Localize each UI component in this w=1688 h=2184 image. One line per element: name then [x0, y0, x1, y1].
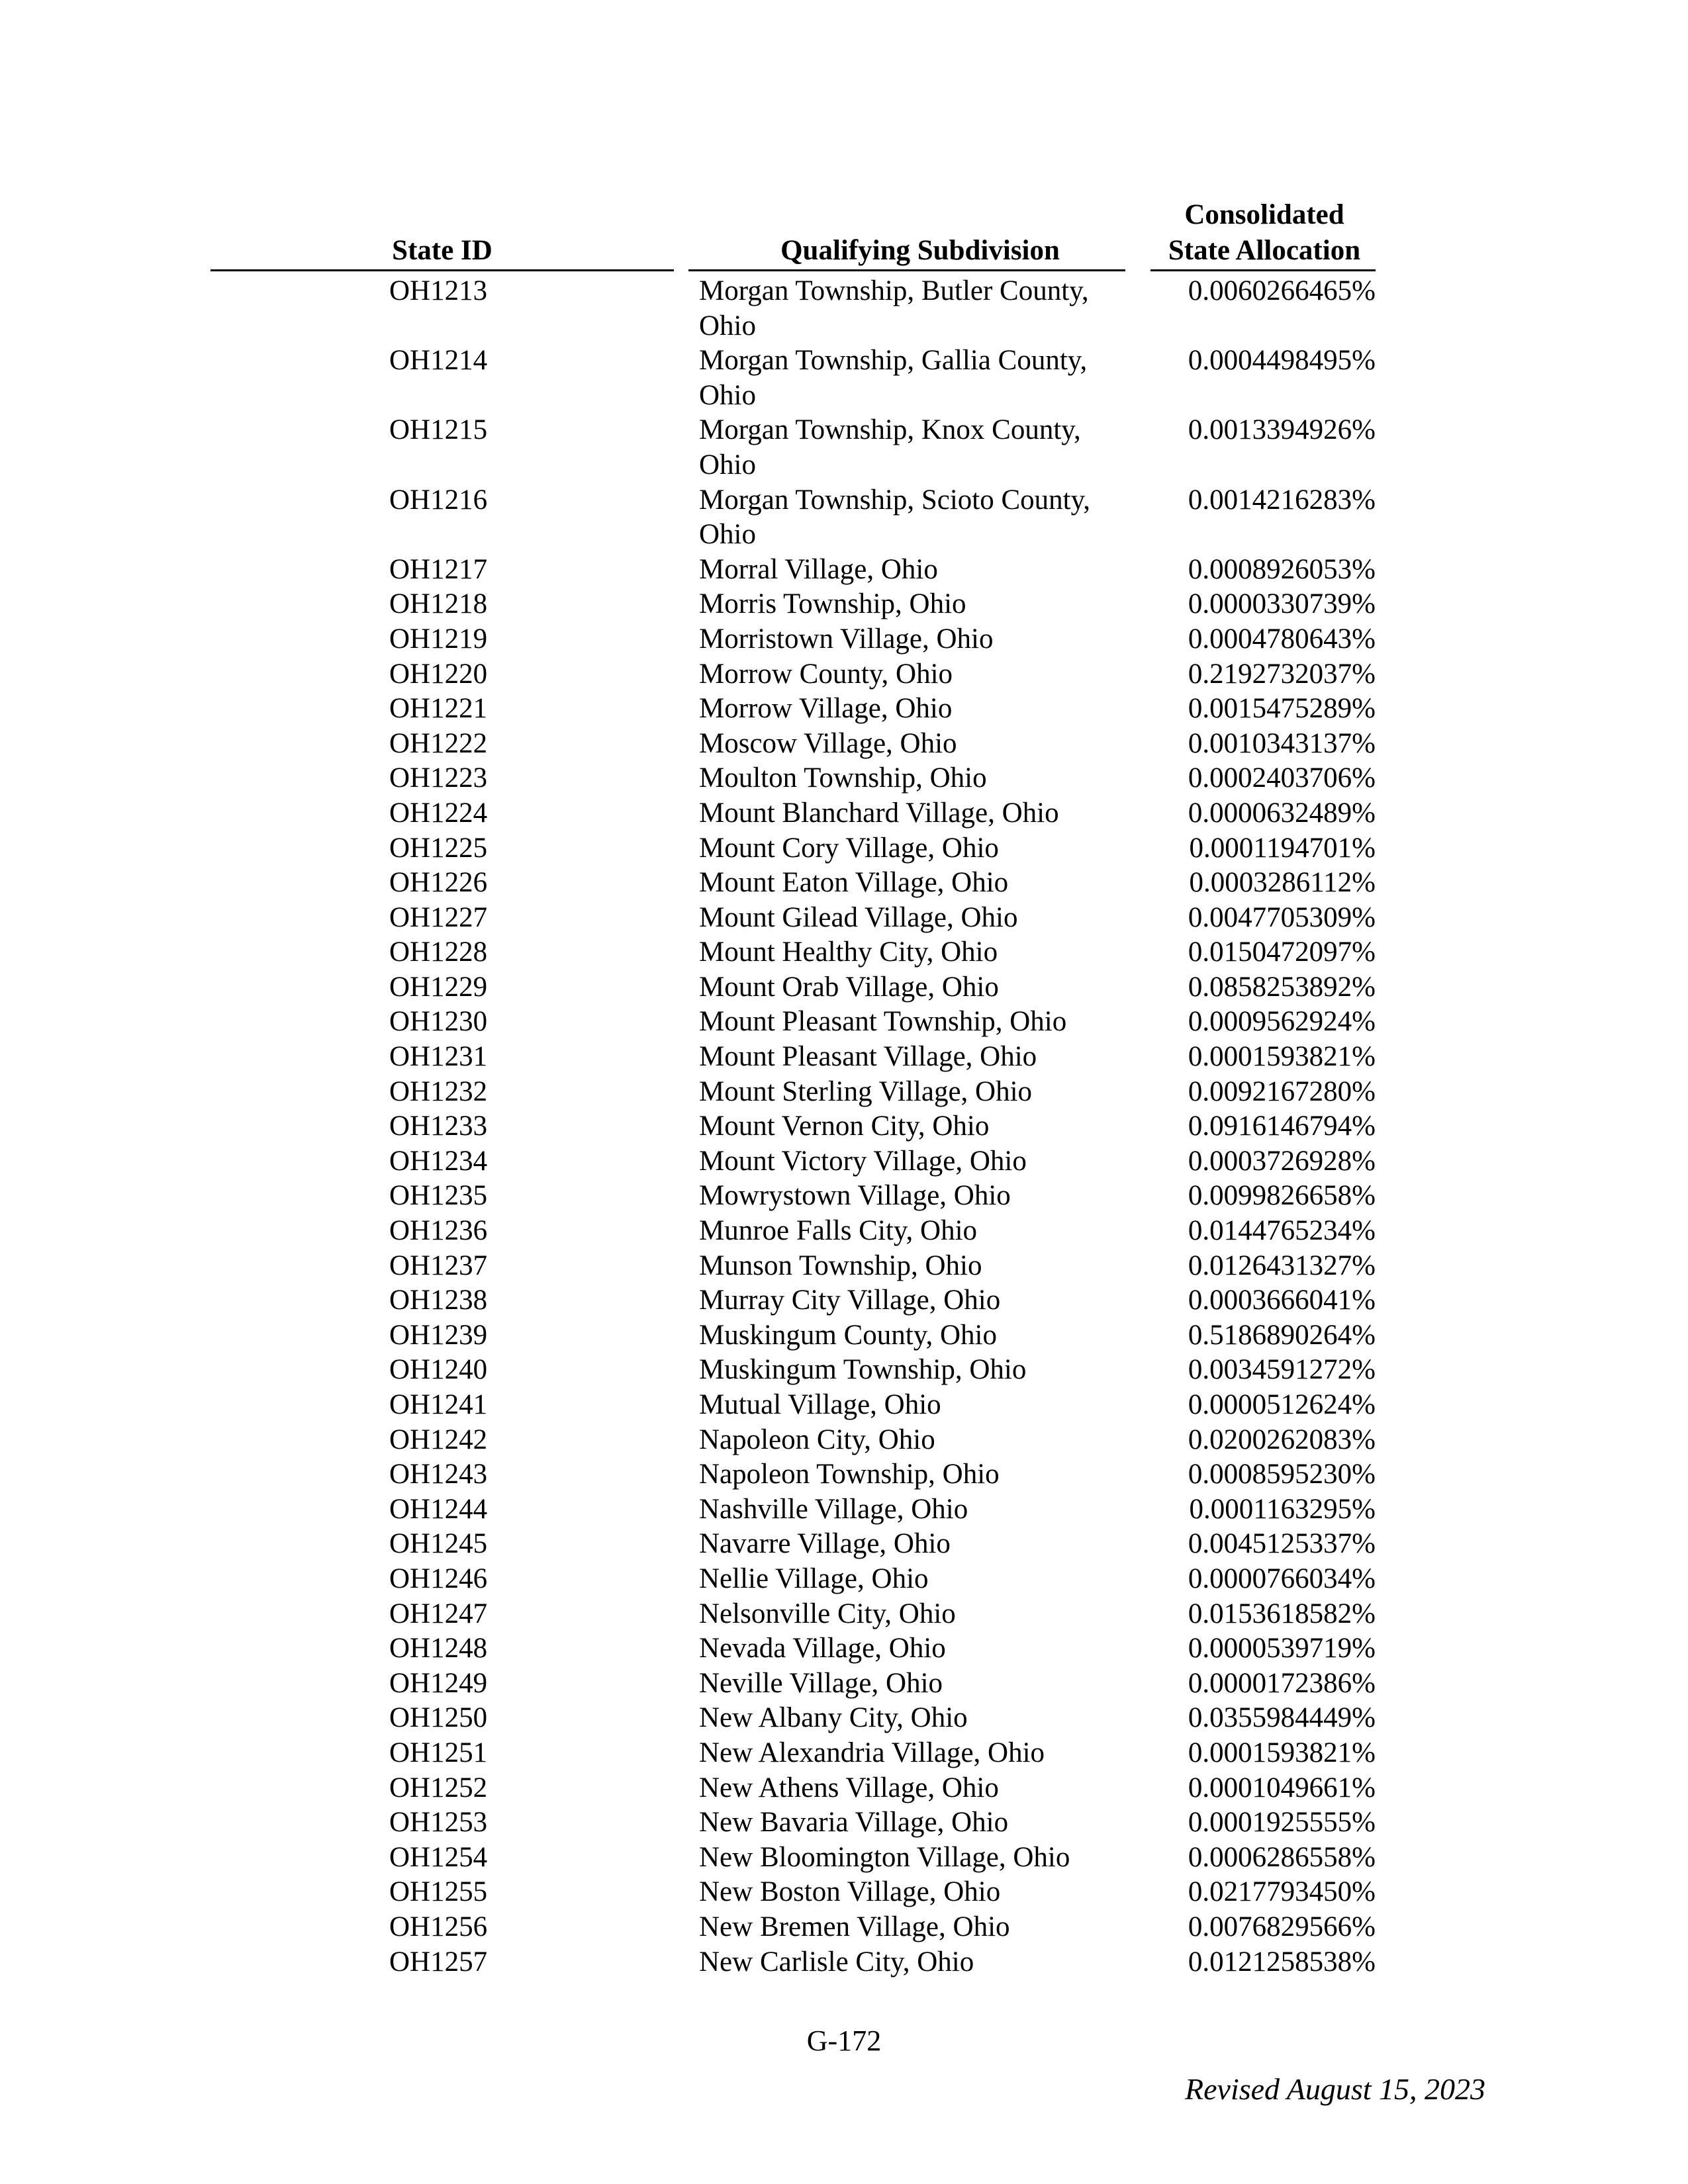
- table-row: [0, 1562, 1688, 1597]
- column-header-allocation-line2: State Allocation: [1168, 235, 1361, 266]
- allocation-cell: 0.0200262083%: [1188, 1424, 1376, 1455]
- table-row: [0, 1109, 1688, 1144]
- table-row: [0, 1283, 1688, 1318]
- allocation-cell: 0.0126431327%: [1188, 1250, 1376, 1281]
- state-id-cell: OH1240: [389, 1354, 488, 1386]
- table-row: [0, 1144, 1688, 1179]
- table-row: [0, 901, 1688, 936]
- table-row: [0, 970, 1688, 1005]
- subdivision-cell: New Boston Village, Ohio: [699, 1876, 1001, 1908]
- column-header-consolidated-state-allocation: [1152, 197, 1377, 269]
- subdivision-cell: Mowrystown Village, Ohio: [699, 1180, 1011, 1212]
- header-rule-state-id: [211, 269, 674, 271]
- subdivision-cell: Muskingum County, Ohio: [699, 1319, 997, 1351]
- table-row: [0, 1945, 1688, 1980]
- table-row: [0, 1179, 1688, 1214]
- table-row: [0, 1597, 1688, 1632]
- state-id-cell: OH1241: [389, 1389, 488, 1420]
- table-row: [0, 1353, 1688, 1388]
- allocation-cell: 0.0002403706%: [1188, 762, 1376, 794]
- subdivision-cell: Nevada Village, Ohio: [699, 1633, 946, 1664]
- table-row: [0, 553, 1688, 588]
- table-row: [0, 1631, 1688, 1666]
- allocation-cell: 0.0008595230%: [1188, 1459, 1376, 1490]
- state-id-cell: OH1222: [389, 727, 488, 759]
- allocation-cell: 0.0217793450%: [1188, 1876, 1376, 1908]
- allocation-cell: 0.0013394926%: [1188, 414, 1376, 446]
- subdivision-cell: Mount Pleasant Village, Ohio: [699, 1041, 1037, 1073]
- allocation-cell: 0.0003726928%: [1188, 1145, 1376, 1177]
- subdivision-cell: Mount Pleasant Township, Ohio: [699, 1006, 1067, 1038]
- allocation-cell: 0.0001194701%: [1189, 832, 1376, 864]
- table-row: [0, 1841, 1688, 1876]
- table-row: [0, 1040, 1688, 1075]
- subdivision-cell: Mount Healthy City, Ohio: [699, 936, 998, 968]
- table-row: [0, 1457, 1688, 1492]
- allocation-cell: 0.0916146794%: [1188, 1111, 1376, 1142]
- table-row: [0, 274, 1688, 343]
- table-row: [0, 657, 1688, 692]
- state-id-cell: OH1257: [389, 1946, 488, 1978]
- state-id-cell: OH1216: [389, 484, 488, 516]
- state-id-cell: OH1234: [389, 1145, 488, 1177]
- allocation-cell: 0.0001593821%: [1188, 1737, 1376, 1768]
- subdivision-cell: Mount Eaton Village, Ohio: [699, 867, 1009, 899]
- subdivision-cell: Mount Blanchard Village, Ohio: [699, 797, 1059, 829]
- table-row: [0, 796, 1688, 831]
- table-row: [0, 1666, 1688, 1702]
- state-id-cell: OH1252: [389, 1772, 488, 1803]
- state-id-cell: OH1214: [389, 345, 488, 377]
- allocation-cell: 0.0001163295%: [1189, 1493, 1376, 1525]
- state-id-cell: OH1247: [389, 1598, 488, 1629]
- allocation-cell: 0.0003286112%: [1189, 867, 1376, 899]
- allocation-cell: 0.0047705309%: [1188, 901, 1376, 933]
- header-rule-allocation: [1150, 269, 1376, 271]
- subdivision-cell: Neville Village, Ohio: [699, 1667, 943, 1699]
- allocation-cell: 0.0858253892%: [1188, 971, 1376, 1003]
- table-row: [0, 1771, 1688, 1806]
- state-id-cell: OH1248: [389, 1633, 488, 1664]
- allocation-cell: 0.0092167280%: [1188, 1075, 1376, 1107]
- allocation-cell: 0.0144765234%: [1188, 1215, 1376, 1247]
- subdivision-cell: Muskingum Township, Ohio: [699, 1354, 1027, 1386]
- state-id-cell: OH1244: [389, 1493, 488, 1525]
- allocation-cell: 0.0060266465%: [1188, 275, 1376, 306]
- state-id-cell: OH1236: [389, 1215, 488, 1247]
- table-row: [0, 1805, 1688, 1841]
- subdivision-cell: Napoleon City, Ohio: [699, 1424, 935, 1455]
- subdivision-cell: Moscow Village, Ohio: [699, 727, 957, 759]
- state-id-cell: OH1215: [389, 414, 488, 446]
- allocation-cell: 0.0000632489%: [1188, 797, 1376, 829]
- table-row: [0, 1214, 1688, 1249]
- subdivision-cell: New Athens Village, Ohio: [699, 1772, 999, 1803]
- subdivision-cell: Morgan Township, Knox County, Ohio: [699, 414, 1081, 480]
- subdivision-cell: Navarre Village, Ohio: [699, 1528, 951, 1560]
- subdivision-cell: Mount Vernon City, Ohio: [699, 1111, 990, 1142]
- table-row: [0, 1318, 1688, 1353]
- subdivision-cell: Morgan Township, Scioto County, Ohio: [699, 484, 1091, 551]
- subdivision-cell: Mount Sterling Village, Ohio: [699, 1075, 1033, 1107]
- table-row: [0, 1910, 1688, 1945]
- allocation-cell: 0.0001925555%: [1188, 1807, 1376, 1839]
- table-row: [0, 587, 1688, 622]
- subdivision-cell: Morrow County, Ohio: [699, 658, 953, 690]
- state-id-cell: OH1242: [389, 1424, 488, 1455]
- state-id-cell: OH1218: [389, 588, 488, 620]
- table-row: [0, 692, 1688, 727]
- table-row: [0, 1527, 1688, 1562]
- state-id-cell: OH1227: [389, 901, 488, 933]
- table-row: [0, 1075, 1688, 1110]
- allocation-cell: 0.0015475289%: [1188, 693, 1376, 725]
- subdivision-cell: Mount Gilead Village, Ohio: [699, 901, 1018, 933]
- state-id-cell: OH1256: [389, 1911, 488, 1942]
- allocation-cell: 0.0000172386%: [1188, 1667, 1376, 1699]
- state-id-cell: OH1230: [389, 1006, 488, 1038]
- state-id-cell: OH1251: [389, 1737, 488, 1768]
- table-row: [0, 1701, 1688, 1736]
- allocation-cell: 0.0099826658%: [1188, 1180, 1376, 1212]
- subdivision-cell: New Carlisle City, Ohio: [699, 1946, 974, 1978]
- state-id-cell: OH1213: [389, 275, 488, 306]
- subdivision-cell: Munroe Falls City, Ohio: [699, 1215, 978, 1247]
- state-id-cell: OH1217: [389, 553, 488, 585]
- subdivision-cell: Moulton Township, Ohio: [699, 762, 987, 794]
- subdivision-cell: New Albany City, Ohio: [699, 1702, 968, 1734]
- subdivision-cell: Mutual Village, Ohio: [699, 1389, 941, 1420]
- table-row: [0, 1736, 1688, 1771]
- subdivision-cell: Morgan Township, Butler County, Ohio: [699, 275, 1089, 341]
- state-id-cell: OH1221: [389, 693, 488, 725]
- table-row: [0, 622, 1688, 657]
- subdivision-cell: Morristown Village, Ohio: [699, 623, 994, 655]
- table-row: [0, 413, 1688, 482]
- allocation-cell: 0.0076829566%: [1188, 1911, 1376, 1942]
- page-number: G-172: [806, 2025, 882, 2057]
- state-id-cell: OH1232: [389, 1075, 488, 1107]
- column-header-state-id: State ID: [392, 235, 492, 266]
- allocation-cell: 0.0000766034%: [1188, 1563, 1376, 1594]
- table-row: [0, 483, 1688, 553]
- allocation-cell: 0.0355984449%: [1188, 1702, 1376, 1734]
- state-id-cell: OH1254: [389, 1841, 488, 1873]
- table-row: [0, 1492, 1688, 1527]
- state-id-cell: OH1239: [389, 1319, 488, 1351]
- allocation-cell: 0.0045125337%: [1188, 1528, 1376, 1560]
- allocation-table: [0, 274, 1688, 1979]
- state-id-cell: OH1223: [389, 762, 488, 794]
- allocation-cell: 0.2192732037%: [1188, 658, 1376, 690]
- state-id-cell: OH1237: [389, 1250, 488, 1281]
- allocation-cell: 0.0034591272%: [1188, 1354, 1376, 1386]
- subdivision-cell: New Bloomington Village, Ohio: [699, 1841, 1070, 1873]
- state-id-cell: OH1220: [389, 658, 488, 690]
- state-id-cell: OH1228: [389, 936, 488, 968]
- table-row: [0, 935, 1688, 970]
- allocation-cell: 0.0001593821%: [1188, 1041, 1376, 1073]
- allocation-cell: 0.0004780643%: [1188, 623, 1376, 655]
- allocation-cell: 0.0000539719%: [1188, 1633, 1376, 1664]
- state-id-cell: OH1225: [389, 832, 488, 864]
- state-id-cell: OH1246: [389, 1563, 488, 1594]
- state-id-cell: OH1229: [389, 971, 488, 1003]
- table-row: [0, 1388, 1688, 1423]
- state-id-cell: OH1219: [389, 623, 488, 655]
- allocation-cell: 0.0000512624%: [1188, 1389, 1376, 1420]
- allocation-cell: 0.0000330739%: [1188, 588, 1376, 620]
- allocation-cell: 0.0004498495%: [1188, 345, 1376, 377]
- allocation-cell: 0.0150472097%: [1188, 936, 1376, 968]
- state-id-cell: OH1243: [389, 1459, 488, 1490]
- subdivision-cell: Morris Township, Ohio: [699, 588, 966, 620]
- subdivision-cell: Munson Township, Ohio: [699, 1250, 982, 1281]
- subdivision-cell: Nashville Village, Ohio: [699, 1493, 968, 1525]
- column-header-qualifying-subdivision: Qualifying Subdivision: [780, 235, 1060, 266]
- subdivision-cell: Napoleon Township, Ohio: [699, 1459, 1000, 1490]
- allocation-cell: 0.0006286558%: [1188, 1841, 1376, 1873]
- allocation-cell: 0.0001049661%: [1188, 1772, 1376, 1803]
- subdivision-cell: Morgan Township, Gallia County, Ohio: [699, 345, 1088, 411]
- subdivision-cell: Morrow Village, Ohio: [699, 693, 953, 725]
- allocation-cell: 0.0014216283%: [1188, 484, 1376, 516]
- state-id-cell: OH1238: [389, 1285, 488, 1316]
- allocation-cell: 0.0003666041%: [1188, 1285, 1376, 1316]
- subdivision-cell: Mount Victory Village, Ohio: [699, 1145, 1027, 1177]
- table-row: [0, 1249, 1688, 1284]
- subdivision-cell: Morral Village, Ohio: [699, 553, 938, 585]
- header-rule-subdivision: [688, 269, 1125, 271]
- state-id-cell: OH1231: [389, 1041, 488, 1073]
- state-id-cell: OH1224: [389, 797, 488, 829]
- state-id-cell: OH1235: [389, 1180, 488, 1212]
- state-id-cell: OH1250: [389, 1702, 488, 1734]
- state-id-cell: OH1253: [389, 1807, 488, 1839]
- state-id-cell: OH1249: [389, 1667, 488, 1699]
- table-row: [0, 1423, 1688, 1458]
- table-row: [0, 831, 1688, 866]
- allocation-cell: 0.0121258538%: [1188, 1946, 1376, 1978]
- subdivision-cell: Nellie Village, Ohio: [699, 1563, 929, 1594]
- subdivision-cell: Nelsonville City, Ohio: [699, 1598, 956, 1629]
- subdivision-cell: Murray City Village, Ohio: [699, 1285, 1001, 1316]
- allocation-cell: 0.0009562924%: [1188, 1006, 1376, 1038]
- state-id-cell: OH1255: [389, 1876, 488, 1908]
- allocation-cell: 0.0153618582%: [1188, 1598, 1376, 1629]
- table-row: [0, 1005, 1688, 1040]
- table-row: [0, 1875, 1688, 1910]
- state-id-cell: OH1226: [389, 867, 488, 899]
- table-row: [0, 343, 1688, 413]
- subdivision-cell: Mount Orab Village, Ohio: [699, 971, 999, 1003]
- allocation-cell: 0.0010343137%: [1188, 727, 1376, 759]
- subdivision-cell: Mount Cory Village, Ohio: [699, 832, 999, 864]
- subdivision-cell: New Bremen Village, Ohio: [699, 1911, 1010, 1942]
- column-header-allocation-line1: Consolidated: [1184, 199, 1344, 230]
- state-id-cell: OH1245: [389, 1528, 488, 1560]
- table-row: [0, 727, 1688, 762]
- table-row: [0, 761, 1688, 796]
- revision-date: Revised August 15, 2023: [1185, 2072, 1485, 2106]
- allocation-cell: 0.5186890264%: [1188, 1319, 1376, 1351]
- subdivision-cell: New Alexandria Village, Ohio: [699, 1737, 1045, 1768]
- state-id-cell: OH1233: [389, 1111, 488, 1142]
- subdivision-cell: New Bavaria Village, Ohio: [699, 1807, 1009, 1839]
- allocation-cell: 0.0008926053%: [1188, 553, 1376, 585]
- table-row: [0, 866, 1688, 901]
